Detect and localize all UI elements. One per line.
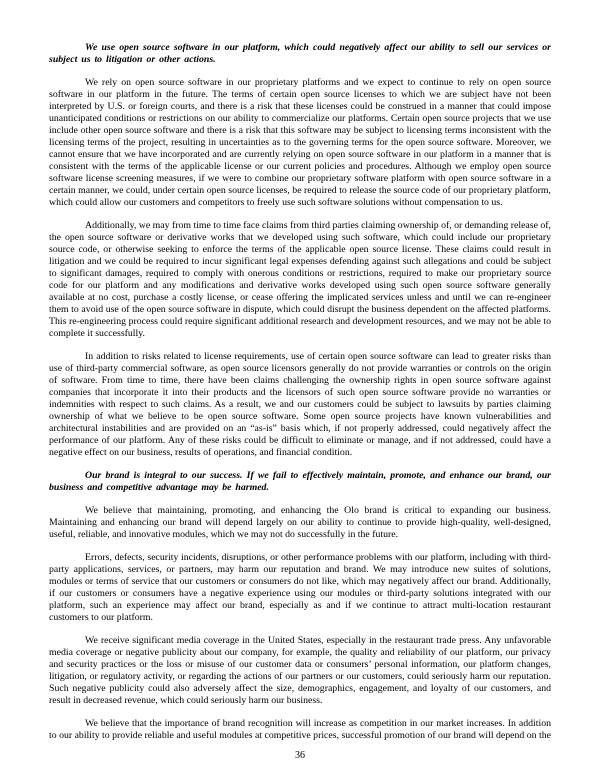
paragraph-brand-recognition: We believe that the importance of brand recognition will increase as competition in our market increases. In addition to our ability to provide reliable and useful modules at competitive prices, successful promotion of our brand will depend on the — [49, 718, 551, 741]
paragraph-third-party-claims: Additionally, we may from time to time face claims from third parties claiming ownership of, or demanding release of, the open source software or derivative works that we developed using such software, which could include our proprietary source code, or otherwise seeking to enforce the terms of the applicable open source license. These claims could result in litigation and we could be required to incur significant legal expenses defending against such allegations and could be subject to significant damages, required to comply with onerous conditions or restrictions, required to make our proprietary source code for our platform and any modifications and derivative works developed using such open source software generally available at no cost, purchase a costly license, or cease offering the implicated services unless and until we can re-engineer them to avoid use of the open source software in dispute, which could disrupt the business dependent on the affected platforms. This re-engineering process could require significant additional research and development resources, and we may not be able to complete it successfully. — [49, 220, 551, 339]
paragraph-brand-maintenance: We believe that maintaining, promoting, and enhancing the Olo brand is critical to expanding our business. Maintaining and enhancing our brand will depend largely on our ability to continue to provide high-quality, well-designed, useful, reliable, and innovative modules, which we may not do successfully in the future. — [49, 505, 551, 540]
page-number: 36 — [295, 750, 305, 761]
paragraph-open-source-reliance: We rely on open source software in our proprietary platforms and we expect to continue to rely on open source software in our platform in the future. The terms of certain open source licenses to which we are subject have not been interpreted by U.S. or foreign courts, and there is a risk that these licenses could be construed in a manner that could impose unanticipated conditions or restrictions on our ability to commercialize our platforms. Certain open source projects that we use include other open source software and there is a risk that this software may be subject to licensing terms inconsistent with the licensing terms of the project, resulting in uncertainties as to the governing terms for the open source software. Moreover, we cannot ensure that we have incorporated and are currently relying on open source software in our platform in a manner that is consistent with the terms of the applicable license or our current policies and procedures. Although we employ open source software license screening measures, if we were to combine our proprietary software platform with open source software in a certain manner, we could, under certain open source licenses, be required to release the source code of our proprietary platform, which could allow our customers and competitors to freely use such software solutions without compensation to us. — [49, 77, 551, 208]
risk-heading-brand-integral: Our brand is integral to our success. If we fail to effectively maintain, promote, and enhance our brand, our business and competitive advantage may be harmed. — [49, 470, 551, 493]
paragraph-errors-defects-reputation: Errors, defects, security incidents, disruptions, or other performance problems with our platform, including with third-party applications, services, or partners, may harm our reputation and brand. We may introduce new suites of solutions, modules or terms of service that our customers or consumers do not like, which may negatively affect our brand. Additionally, if our customers or consumers have a negative experience using our modules or third-party solutions integrated with our platform, such an experience may affect our brand, especially as and if we continue to attract multi-location restaurant customers to our platform. — [49, 552, 551, 623]
risk-heading-open-source-software: We use open source software in our platform, which could negatively affect our ability to sell our services or subject us to litigation or other actions. — [49, 42, 551, 65]
paragraph-license-requirement-risks: In addition to risks related to license requirements, use of certain open source software can lead to greater risks than use of third-party commercial software, as open source licensors generally do not provide warranties or controls on the origin of software. From time to time, there have been claims challenging the ownership rights in open source software against companies that incorporate it into their products and the licensors of such open source software provide no warranties or indemnities with respect to such claims. As a result, we and our customers could be subject to lawsuits by parties claiming ownership of what we believe to be open source software. Some open source projects have known vulnerabilities and architectural instabilities and are provided on an “as-is” basis which, if not properly addressed, could negatively affect the performance of our platform. Any of these risks could be difficult to eliminate or manage, and if not addressed, could have a negative effect on our business, results of operations, and financial condition. — [49, 351, 551, 458]
paragraph-media-coverage: We receive significant media coverage in the United States, especially in the restaurant trade press. Any unfavorable media coverage or negative publicity about our company, for example, the quality and reliability of our platform, our privacy and security practices or the loss or misuse of our customer data or consumers’ personal information, our platform changes, litigation, or regulatory activity, or regarding the actions of our partners or our customers, could seriously harm our reputation. Such negative publicity could also adversely affect the size, demographics, engagement, and loyalty of our customers, and result in decreased revenue, which could seriously harm our business. — [49, 635, 551, 706]
